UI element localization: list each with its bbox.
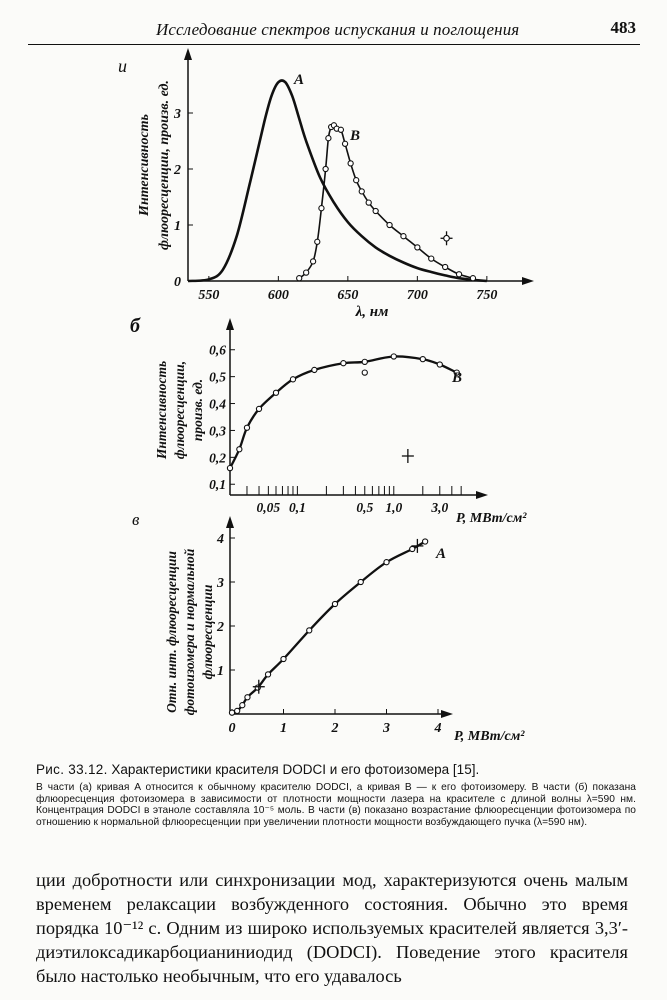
panel-b-ylabel-line3: произв. ед.: [190, 378, 205, 442]
panel-b-y-tick-label: 0,6: [209, 342, 226, 358]
panel-a-ylabel-line1: Интенсивность: [137, 114, 152, 216]
panel-a-x-tick-label: 550: [198, 288, 220, 303]
panel-a-label: и: [118, 56, 127, 76]
curve-b-point: [443, 264, 448, 269]
curve-b-point: [348, 161, 353, 166]
panel-c-y-tick-label: 3: [217, 576, 224, 591]
curve-b-point: [304, 270, 309, 275]
panel-c-y-tick-label: 1: [217, 664, 224, 679]
panel-c-ylabel-line2: фотоизомера и нормальной: [182, 548, 197, 716]
panel-a-y-tick-label: 1: [174, 219, 181, 234]
panel-b-curve-point: [227, 466, 232, 471]
curve-b-point: [311, 259, 316, 264]
panel-b-y-tick-label: 0,3: [209, 423, 226, 439]
panel-b-x-ticks: [247, 486, 461, 515]
panel-c-curve-point: [255, 685, 260, 690]
panel-b: [130, 315, 527, 526]
curve-b-point: [342, 141, 347, 146]
panel-c-curve-point: [281, 656, 286, 661]
panel-b-curve-point: [341, 361, 346, 366]
panel-b-curve-point: [420, 357, 425, 362]
panel-b-xlabel: P, МВт/см²: [456, 511, 527, 526]
curve-b-point: [387, 222, 392, 227]
curve-b-point: [297, 276, 302, 281]
panel-c-y-tick-label: 4: [217, 532, 224, 547]
curve-b-point: [315, 239, 320, 244]
panel-c-x-tick-label: 4: [434, 721, 442, 736]
panel-b-curve-point: [290, 377, 295, 382]
panel-c-x-axis: [230, 710, 453, 718]
panel-c-x-tick-label: 0: [228, 721, 236, 736]
panel-a: [118, 48, 534, 320]
panel-b-y-tick-label: 0,5: [209, 369, 226, 385]
panel-c-curve-label: A: [436, 546, 447, 562]
panel-c-x-tick-label: 1: [280, 721, 287, 736]
panel-b-x-tick-label: 0,05: [256, 500, 281, 515]
panel-c-ylabel-line3: флюоресценции: [200, 584, 215, 680]
panel-a-y-tick-label: 3: [174, 107, 181, 122]
page-number: 483: [610, 18, 636, 37]
curve-b-point: [319, 206, 324, 211]
caption-title: Характеристики красителя DODCI и его фотоизомера [15].: [111, 762, 480, 777]
caption-title-line: [36, 762, 636, 777]
panel-c-curve-point: [307, 628, 312, 633]
panel-b-curve-point: [244, 425, 249, 430]
curve-b-point: [338, 127, 343, 132]
panel-b-x-tick-label: 3,0: [431, 500, 449, 515]
panel-c-curve-point: [229, 710, 234, 715]
running-header-title: Исследование спектров испускания и поглощения: [156, 20, 520, 39]
panel-b-x-tick-label: 1,0: [385, 500, 403, 515]
curve-b-point: [326, 136, 331, 141]
panel-c-y-tick-label: 2: [217, 620, 224, 635]
panel-b-curve-point: [237, 447, 242, 452]
panel-c-curve-point: [245, 695, 250, 700]
panel-b-curve-label: B: [452, 370, 463, 386]
panel-a-x-tick-label: 700: [406, 288, 428, 303]
curve-b-point: [359, 189, 364, 194]
panel-c-ylabel-line1: Отн. инт. флюоресценции: [164, 551, 179, 713]
panel-c-curve-point: [358, 579, 363, 584]
panel-b-y-tick-label: 0,1: [209, 477, 226, 493]
panel-c-x-ticks: [229, 709, 442, 736]
panel-b-y-tick-label: 0,4: [209, 396, 226, 412]
panel-c-x-tick-label: 2: [331, 721, 339, 736]
panel-c-curve-point: [410, 546, 415, 551]
curve-b-point: [366, 200, 371, 205]
body-paragraph: ции добротности или синхронизации мод, характеризуются очень малым временем релаксации возбужденного состояния. Обычно это время порядка 10⁻¹² с. Одним из широко используемых красителей является 3,3′-диэтилоксадикарбоцианиниодид (DODCI). Поведение этого красителя было настолько необычным, что его удавалось: [36, 870, 628, 986]
panel-b-x-tick-label: 0,5: [356, 500, 374, 515]
figure-caption: [36, 762, 636, 828]
panel-b-y-tick-label: 0,2: [209, 450, 226, 466]
panel-c: [132, 510, 525, 744]
curve-b-point: [429, 256, 434, 261]
panel-a-y-axis: [184, 48, 192, 281]
panel-c-x-tick-label: 3: [383, 721, 390, 736]
panel-b-curve-point: [312, 367, 317, 372]
panel-b-ylabel-line2: флюоресценции,: [172, 360, 187, 460]
curve-b-point: [415, 245, 420, 250]
panel-b-curve-point: [256, 406, 261, 411]
curve-b-point: [373, 208, 378, 213]
panel-c-label: в: [132, 510, 140, 529]
panel-b-outlier-point: [362, 370, 367, 375]
panel-c-y-ticks: [216, 532, 235, 679]
panel-c-curve-point: [423, 539, 428, 544]
curve-b-label: B: [350, 128, 361, 144]
panel-a-y-tick-label: 0: [174, 275, 181, 290]
panel-a-x-ticks: [198, 276, 497, 303]
panel-b-x-tick-label: 0,1: [288, 500, 306, 515]
panel-b-curve-point: [362, 359, 367, 364]
panel-a-x-tick-label: 750: [476, 288, 498, 303]
curve-b-point: [323, 166, 328, 171]
panel-c-y-axis: [226, 516, 234, 714]
panel-c-curve-point: [332, 601, 337, 606]
panel-b-curve-line: [230, 356, 457, 468]
panel-a-curves: [188, 80, 487, 281]
curve-b-point: [470, 276, 475, 281]
panel-a-y-ticks: [173, 107, 193, 290]
curve-b-point: [401, 234, 406, 239]
panel-a-x-tick-label: 600: [267, 288, 289, 303]
panel-a-xlabel: λ, нм: [355, 304, 389, 320]
panel-c-xlabel: P, МВт/см²: [454, 729, 525, 744]
curve-b-point: [354, 178, 359, 183]
panel-a-ylabel-line2: флюоресценции, произв. ед.: [157, 80, 172, 250]
curve-b-point: [456, 272, 461, 277]
panel-c-curve-point: [235, 708, 240, 713]
panel-a-x-tick-label: 650: [337, 288, 359, 303]
panel-b-curve-point: [391, 354, 396, 359]
panel-c-curve-point: [240, 703, 245, 708]
panel-b-curve-point: [273, 390, 278, 395]
caption-body: В части (а) кривая A относится к обычному красителю DODCI, а кривая B — к его фотоизомеру. В части (б) показана флюоресценция фотоизомера в зависимости от плотности мощности лазера на красителе с длиной волны λ=590 нм. Концентрация DODCI в этаноле составляла 10⁻⁵ моль. В части (в) показано возрастание флюоресценции фотоизомера по отношению к нормальной флюоресценции при увеличении плотности мощности возбуждающего пучка (λ=590 нм).: [36, 782, 636, 828]
panel-c-curves: [229, 539, 427, 715]
caption-number: Рис. 33.12.: [36, 762, 108, 777]
curve-a-line: [188, 80, 487, 281]
panel-a-y-tick-label: 2: [174, 163, 181, 178]
panel-c-curve-point: [384, 560, 389, 565]
panel-b-curves: [227, 354, 459, 471]
panel-c-curve-point: [265, 672, 270, 677]
panel-b-curve-point: [437, 362, 442, 367]
curve-b-error-point: [444, 235, 450, 241]
panel-b-ylabel-line1: Интенсивность: [154, 360, 169, 460]
panel-b-label: б: [130, 315, 140, 337]
curve-a-label: A: [294, 72, 305, 88]
